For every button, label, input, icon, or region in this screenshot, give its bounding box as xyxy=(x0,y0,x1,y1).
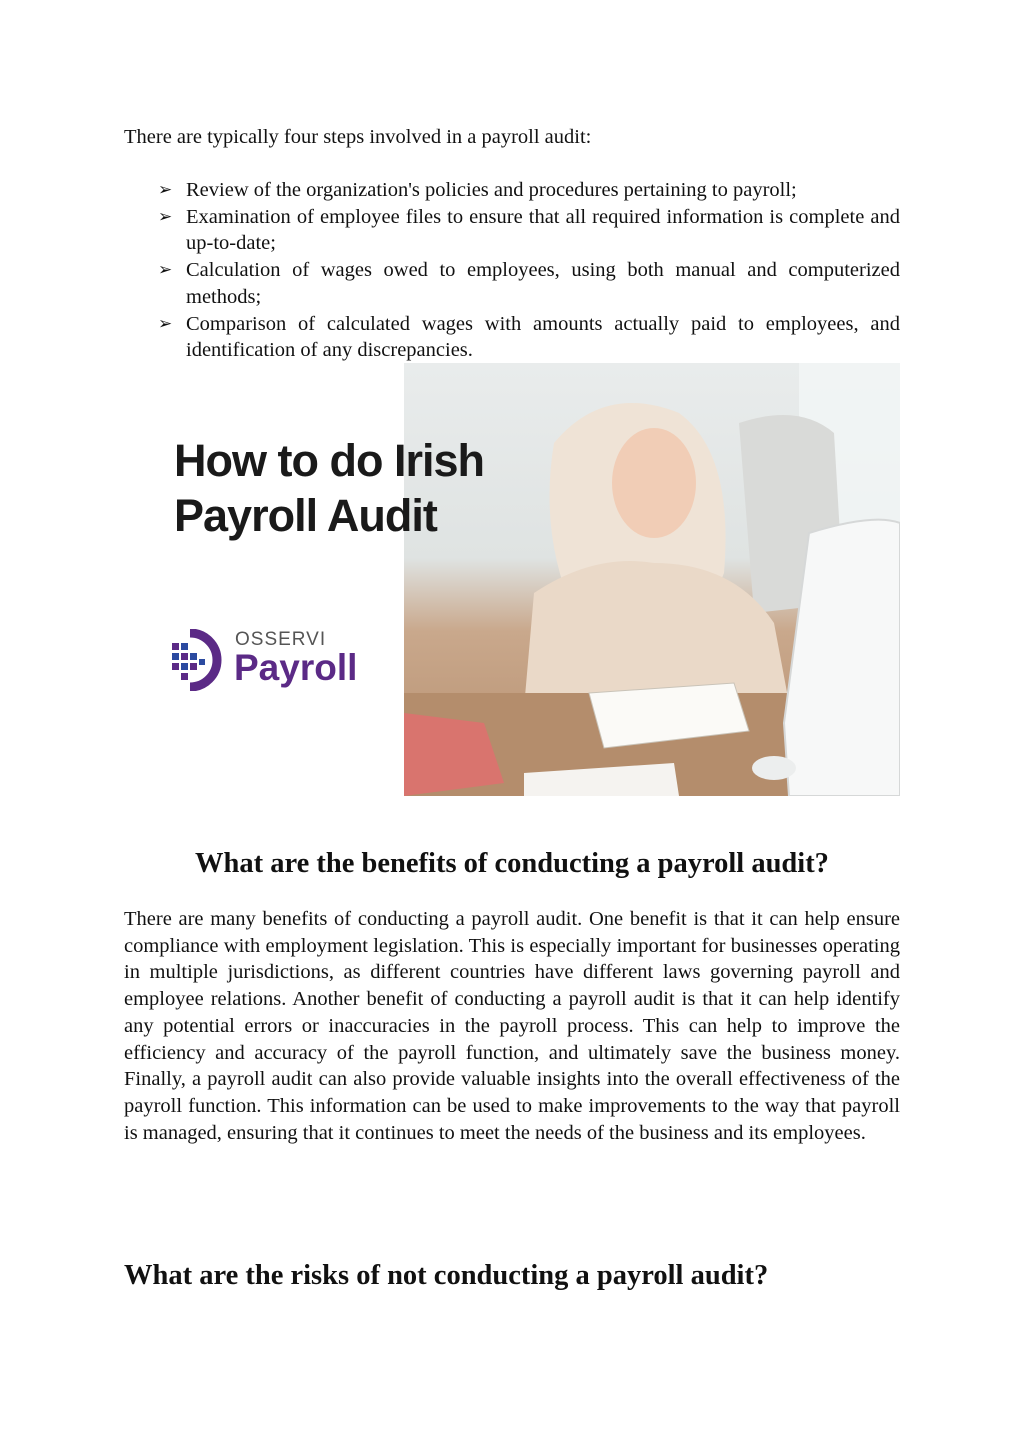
osservi-logo-icon xyxy=(168,629,230,691)
step-text: Comparison of calculated wages with amounts actually paid to employees, and identification of any discrepancies. xyxy=(186,312,900,362)
article-banner-image xyxy=(124,363,900,796)
arrow-bullet-icon: ➢ xyxy=(158,206,173,227)
office-photo xyxy=(404,363,900,796)
list-item xyxy=(124,311,900,364)
step-text: Calculation of wages owed to employees, using both manual and computerized methods; xyxy=(186,259,900,308)
arrow-bullet-icon: ➢ xyxy=(158,313,173,334)
banner-title: How to do Irish Payroll Audit xyxy=(174,435,484,541)
audit-steps-list xyxy=(124,177,900,364)
benefits-heading: What are the benefits of conducting a payroll audit? xyxy=(195,848,829,879)
arrow-bullet-icon: ➢ xyxy=(158,260,173,281)
osservi-payroll-logo xyxy=(168,625,368,695)
benefits-paragraph: There are many benefits of conducting a payroll audit. One benefit is that it can help ensure compliance with employment legislation. This is especially important for businesses operating in multiple jurisdictions, as different countries have different laws governing payroll and employee relations. Another benefit of conducting a payroll audit is that it can help identify any potential errors or inaccuracies in the payroll process. This can help to improve the efficiency and accuracy of the payroll function, and ultimately save the business money. Finally, a payroll audit can also provide valuable insights into the overall effectiveness of the payroll function. This information can be used to make improvements to the way that payroll is managed, ensuring that it continues to meet the needs of the business and its employees. xyxy=(124,908,900,1144)
logo-brand-text: OSSERVI xyxy=(235,629,327,650)
step-text: Review of the organization's policies and procedures pertaining to payroll; xyxy=(186,179,797,201)
intro-text: There are typically four steps involved in a payroll audit: xyxy=(124,126,592,148)
logo-product-text: Payroll xyxy=(234,647,358,688)
office-scene-illustration xyxy=(404,363,900,796)
step-text: Examination of employee files to ensure that all required information is complete and up-to-date; xyxy=(186,205,900,255)
risks-heading: What are the risks of not conducting a payroll audit? xyxy=(124,1260,769,1291)
arrow-bullet-icon: ➢ xyxy=(158,180,173,200)
list-item xyxy=(124,257,900,310)
list-item xyxy=(124,204,900,257)
list-item xyxy=(124,177,900,204)
